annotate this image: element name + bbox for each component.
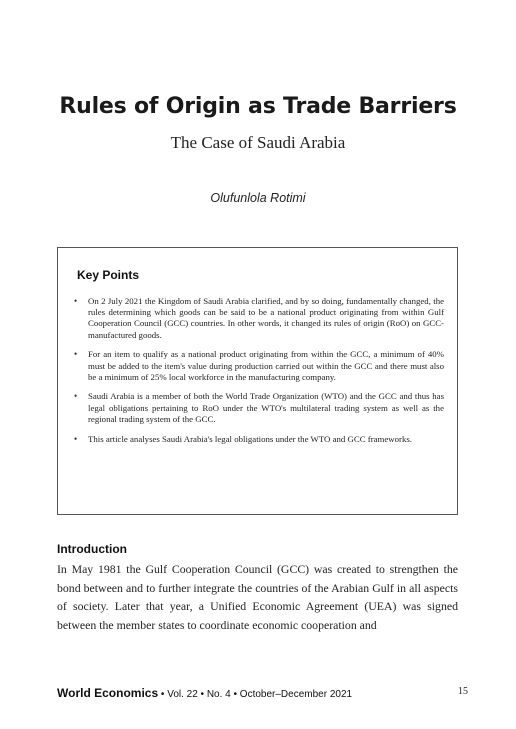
- article-author: Olufunlola Rotimi: [210, 191, 306, 205]
- bullet-icon: •: [74, 349, 78, 360]
- key-points-box: [57, 247, 458, 515]
- key-point-item: [72, 434, 444, 445]
- article-title: Rules of Origin as Trade Barriers: [59, 94, 457, 119]
- page-number: 15: [458, 686, 468, 697]
- key-point-item: [72, 296, 444, 341]
- introduction-heading: Introduction: [57, 542, 127, 556]
- key-points-list: [72, 296, 444, 453]
- journal-issue-details: • Vol. 22 • No. 4 • October–December 2021: [158, 689, 353, 700]
- page-footer: [57, 686, 352, 700]
- introduction-text: In May 1981 the Gulf Cooperation Council (GCC) was created to strengthen the bond between and to further integrate the countries of the Arabian Gulf in all aspects of society. Later that year, a Unified Economic Agreement (UEA) was signed between the member states to coordinate economic cooperation and: [57, 562, 458, 632]
- journal-name: World Economics: [57, 686, 159, 700]
- article-subtitle: The Case of Saudi Arabia: [170, 133, 346, 152]
- key-point-item: [72, 349, 444, 383]
- bullet-icon: •: [74, 391, 78, 402]
- key-point-text: This article analyses Saudi Arabia's legal obligations under the WTO and GCC frameworks.: [88, 433, 412, 444]
- key-point-text: On 2 July 2021 the Kingdom of Saudi Arabia clarified, and by so doing, fundamentally changed, the rules determining which goods can be said to be a national product originating from within Gulf Cooperation Council (GCC) countries. In other words, it changed its rules of origin (RoO) on GCC-manufactured goods.: [88, 296, 444, 340]
- key-point-text: For an item to qualify as a national product originating from within the GCC, a minimum of 40% must be added to the item's value during production carried out within the GCC and there must also be a minimum of 25% local workforce in the manufacturing company.: [88, 349, 444, 382]
- key-point-item: [72, 391, 444, 425]
- key-point-text: Saudi Arabia is a member of both the World Trade Organization (WTO) and the GCC and thus has legal obligations pertaining to RoO under the WTO's multilateral trading system as well as the regional trading system of the GCC.: [88, 391, 444, 424]
- bullet-icon: •: [74, 296, 78, 306]
- bullet-icon: •: [74, 433, 78, 444]
- key-points-heading: Key Points: [77, 268, 140, 282]
